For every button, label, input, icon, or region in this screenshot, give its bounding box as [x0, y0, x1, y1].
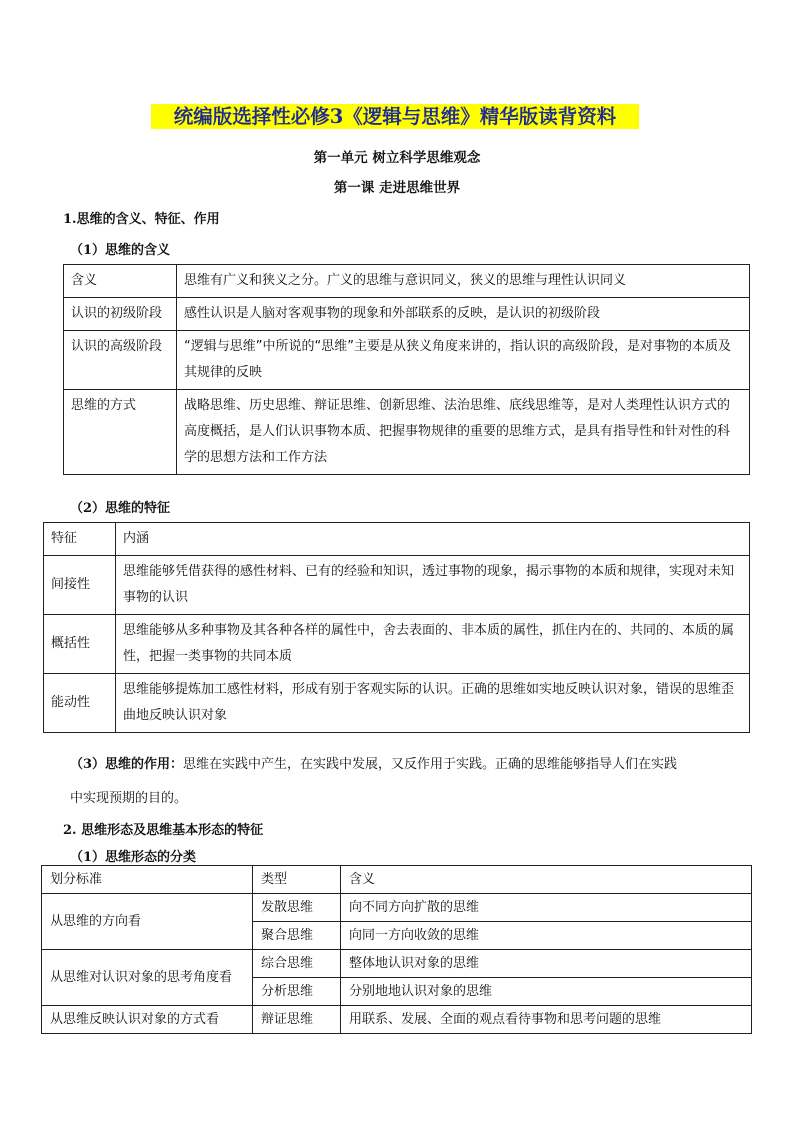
criterion-cell: 从思维的方向看 — [42, 894, 253, 950]
table-row — [64, 390, 750, 475]
header-cell: 划分标准 — [42, 866, 253, 894]
meaning-cell: 向同一方向收敛的思维 — [341, 922, 752, 950]
document-title: 统编版选择性必修3《逻辑与思维》精华版读背资料 — [151, 104, 639, 129]
table-header-row — [42, 866, 752, 894]
type-cell: 分析思维 — [253, 978, 341, 1006]
row-text: “逻辑与思维”中所说的“思维”主要是从狭义角度来讲的，指认识的高级阶段，是对事物的本质及其规律的反映 — [177, 331, 750, 390]
type-cell: 综合思维 — [253, 950, 341, 978]
row-label: 认识的初级阶段 — [64, 298, 177, 331]
function-text: 思维在实践中产生，在实践中发展，又反作用于实践。正确的思维能够指导人们在实践 — [183, 757, 678, 772]
row-text: 战略思维、历史思维、辩证思维、创新思维、法治思维、底线思维等，是对人类理性认识方式的高度概括，是人们认识事物本质、把握事物规律的重要的思维方式，是具有指导性和针对性的科学的思想方法和工作方法 — [177, 390, 750, 475]
table-row — [44, 556, 750, 615]
criterion-cell: 从思维对认识对象的思考角度看 — [42, 950, 253, 1006]
section2-heading: 2. 思维形态及思维基本形态的特征 — [63, 823, 264, 838]
table-row — [64, 265, 750, 298]
row-label: 含义 — [64, 265, 177, 298]
row-text: 感性认识是人脑对客观事物的现象和外部联系的反映，是认识的初级阶段 — [177, 298, 750, 331]
meaning-cell: 整体地认识对象的思维 — [341, 950, 752, 978]
header-cell: 内涵 — [116, 523, 750, 556]
features-table — [43, 522, 750, 733]
function-label: （3）思维的作用： — [70, 757, 184, 772]
row-label: 思维的方式 — [64, 390, 177, 475]
meaning-cell: 分别地地认识对象的思维 — [341, 978, 752, 1006]
row-label: 概括性 — [44, 615, 116, 674]
header-cell: 类型 — [253, 866, 341, 894]
header-cell: 特征 — [44, 523, 116, 556]
section1-sub1: （1）思维的含义 — [70, 243, 171, 258]
header-cell: 含义 — [341, 866, 752, 894]
table-row — [44, 674, 750, 733]
criterion-cell: 从思维反映认识对象的方式看 — [42, 1006, 253, 1034]
row-label: 认识的高级阶段 — [64, 331, 177, 390]
row-text: 思维能够凭借获得的感性材料、已有的经验和知识，透过事物的现象，揭示事物的本质和规律，实现对未知事物的认识 — [116, 556, 750, 615]
table-row — [64, 298, 750, 331]
section2-sub1: （1）思维形态的分类 — [70, 850, 197, 865]
forms-table — [41, 865, 752, 1034]
row-text: 思维有广义和狭义之分。广义的思维与意识同义，狭义的思维与理性认识同义 — [177, 265, 750, 298]
row-text: 思维能够提炼加工感性材料，形成有别于客观实际的认识。正确的思维如实地反映认识对象，错误的思维歪曲地反映认识对象 — [116, 674, 750, 733]
function-paragraph-cont: 中实现预期的目的。 — [70, 791, 188, 806]
table-header-row — [44, 523, 750, 556]
row-text: 思维能够从多种事物及其各种各样的属性中，舍去表面的、非本质的属性，抓住内在的、共同的、本质的属性，把握一类事物的共同本质 — [116, 615, 750, 674]
function-paragraph — [70, 750, 750, 779]
type-cell: 辩证思维 — [253, 1006, 341, 1034]
meaning-cell: 用联系、发展、全面的观点看待事物和思考问题的思维 — [341, 1006, 752, 1034]
table-row — [64, 331, 750, 390]
row-label: 间接性 — [44, 556, 116, 615]
lesson-heading: 第一课 走进思维世界 — [333, 180, 461, 196]
type-cell: 聚合思维 — [253, 922, 341, 950]
table-row — [42, 1006, 752, 1034]
type-cell: 发散思维 — [253, 894, 341, 922]
table-row — [44, 615, 750, 674]
table-row — [42, 894, 752, 922]
table-row — [42, 950, 752, 978]
section1-sub2: （2）思维的特征 — [70, 501, 171, 516]
meaning-cell: 向不同方向扩散的思维 — [341, 894, 752, 922]
unit-heading: 第一单元 树立科学思维观念 — [313, 150, 481, 166]
row-label: 能动性 — [44, 674, 116, 733]
section1-heading: 1.思维的含义、特征、作用 — [63, 212, 220, 227]
meaning-table — [63, 264, 750, 475]
